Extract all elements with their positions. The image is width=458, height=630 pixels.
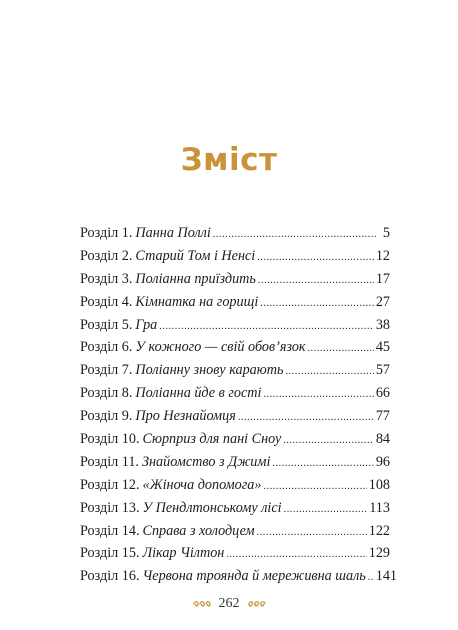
left-swirl-ornament-icon: [192, 599, 214, 609]
toc-entry: [80, 385, 390, 408]
toc-leader-dots: [308, 343, 374, 354]
toc-leader-dots: [226, 549, 366, 560]
toc-chapter-number: Розділ 15.: [80, 545, 140, 562]
toc-chapter-number: Розділ 11.: [80, 453, 139, 470]
toc-chapter-title: Справа з холодцем: [142, 522, 255, 539]
toc-leader-dots: [159, 321, 374, 332]
toc-entry: [80, 339, 390, 362]
toc-chapter-number: Розділ 3.: [80, 270, 133, 287]
toc-entry: [80, 317, 390, 340]
toc-leader-dots: [285, 366, 373, 377]
toc-chapter-number: Розділ 14.: [80, 522, 140, 539]
toc-chapter-number: Розділ 12.: [80, 476, 140, 493]
toc-page-number: 129: [368, 545, 390, 562]
toc-entry: [80, 225, 390, 248]
toc-entry: [80, 294, 390, 317]
toc-page-number: 27: [375, 293, 390, 310]
toc-page-number: 77: [375, 408, 390, 425]
toc-chapter-title: Поліанна йде в гості: [135, 385, 262, 402]
toc-chapter-title: Кімнатка на горищі: [135, 293, 259, 310]
toc-chapter-title: Лікар Чілтон: [142, 545, 225, 562]
toc-entry: [80, 523, 390, 546]
toc-chapter-title: Знайомство з Джимі: [141, 453, 271, 470]
toc-chapter-title: Панна Поллі: [135, 225, 211, 241]
toc-entry: [80, 431, 390, 454]
toc-leader-dots: [258, 275, 374, 286]
toc-entry: [80, 454, 390, 477]
toc-chapter-number: Розділ 6.: [80, 339, 133, 356]
table-of-contents: [80, 225, 397, 591]
toc-leader-dots: [213, 229, 376, 240]
toc-chapter-title: Про Незнайомця: [135, 408, 236, 425]
toc-entry: [80, 568, 397, 591]
toc-entry: [80, 271, 390, 294]
toc-chapter-title: У кожного — свій обов’язок: [135, 339, 306, 356]
toc-page-number: 141: [375, 568, 397, 585]
toc-chapter-title: Гра: [135, 316, 158, 333]
toc-leader-dots: [284, 504, 368, 515]
toc-chapter-number: Розділ 1.: [80, 225, 133, 241]
toc-chapter-number: Розділ 16.: [80, 568, 140, 585]
toc-chapter-title: Поліанна приїздить: [135, 270, 256, 287]
toc-chapter-number: Розділ 9.: [80, 408, 133, 425]
toc-chapter-title: Червона троянда й мереживна шаль: [142, 568, 366, 585]
page-footer: [0, 596, 458, 612]
toc-page-number: 45: [375, 339, 390, 356]
toc-leader-dots: [238, 412, 374, 423]
right-swirl-ornament-icon: [245, 599, 267, 609]
page-number: 262: [218, 596, 240, 611]
toc-leader-dots: [368, 572, 374, 583]
toc-page-number: 17: [375, 270, 390, 287]
toc-leader-dots: [260, 298, 374, 309]
toc-leader-dots: [257, 252, 374, 263]
toc-page-number: 113: [369, 499, 390, 516]
toc-entry: [80, 545, 390, 568]
toc-chapter-number: Розділ 2.: [80, 247, 133, 264]
toc-chapter-title: Старий Том і Ненсі: [135, 247, 256, 264]
toc-entry: [80, 408, 390, 431]
toc-chapter-number: Розділ 4.: [80, 293, 133, 310]
toc-page-number: 66: [375, 385, 390, 402]
toc-chapter-number: Розділ 5.: [80, 316, 133, 333]
toc-entry: [80, 500, 390, 523]
toc-page-number: 12: [375, 247, 390, 264]
toc-entry: [80, 477, 390, 500]
toc-page-number: 57: [375, 362, 390, 379]
toc-chapter-title: Сюрприз для пані Сноу: [142, 431, 282, 448]
toc-chapter-number: Розділ 13.: [80, 499, 140, 516]
toc-chapter-title: Поліанну знову карають: [135, 362, 284, 379]
toc-page-number: 96: [375, 453, 390, 470]
toc-chapter-number: Розділ 10.: [80, 431, 140, 448]
toc-chapter-number: Розділ 8.: [80, 385, 133, 402]
page-title: Зміст: [180, 142, 278, 178]
toc-leader-dots: [263, 389, 373, 400]
toc-page-number: 5: [382, 225, 390, 241]
toc-page-number: 84: [375, 431, 390, 448]
toc-chapter-title: «Жіноча допомога»: [142, 476, 262, 493]
toc-page-number: 108: [368, 476, 390, 493]
toc-leader-dots: [272, 458, 373, 469]
toc-page-number: 122: [368, 522, 390, 539]
toc-chapter-title: У Пендлтонському лісі: [142, 499, 282, 516]
toc-page-number: 38: [375, 316, 390, 333]
toc-leader-dots: [257, 527, 367, 538]
toc-entry: [80, 248, 390, 271]
toc-leader-dots: [283, 435, 374, 446]
toc-chapter-number: Розділ 7.: [80, 362, 133, 379]
toc-leader-dots: [264, 481, 367, 492]
toc-entry: [80, 362, 390, 385]
